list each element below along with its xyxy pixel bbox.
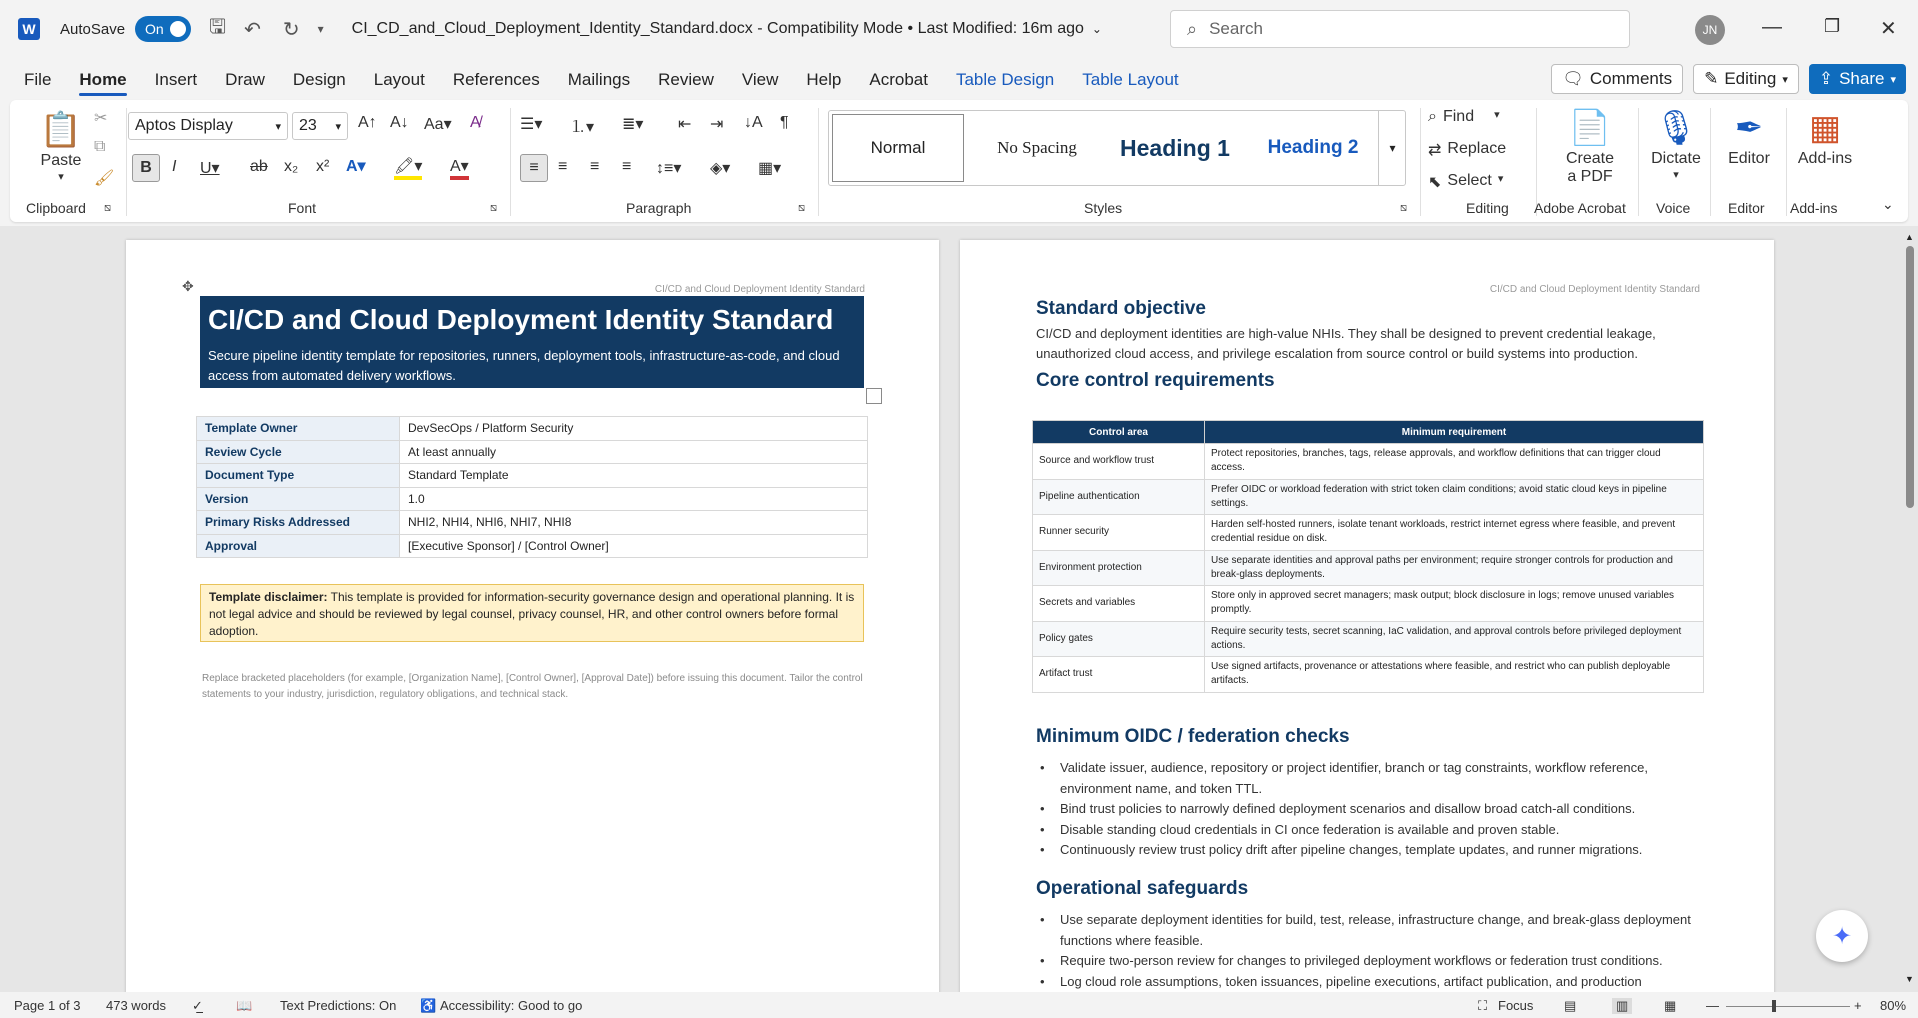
autosave-toggle[interactable]	[135, 16, 191, 42]
table-row	[197, 511, 868, 535]
word-logo-icon: W	[18, 18, 40, 40]
group-label-voice: Voice	[1656, 200, 1691, 216]
heading-core-controls: Core control requirements	[1036, 370, 1275, 391]
align-center-icon[interactable]: ≡	[558, 158, 568, 175]
replace-button[interactable]	[1428, 140, 1506, 160]
zoom-slider[interactable]	[1726, 1006, 1850, 1007]
comments-label: Comments	[1589, 69, 1673, 88]
microphone-icon: 🎙	[1654, 109, 1698, 147]
group-label-paragraph: Paragraph	[626, 200, 692, 216]
print-layout-icon[interactable]: ▥	[1612, 998, 1632, 1014]
document-title[interactable]: CI_CD_and_Cloud_Deployment_Identity_Standard.docx - Compatibility Mode • Last Modified: 16m ago	[351, 20, 1084, 37]
table-row	[197, 534, 868, 558]
redo-icon[interactable]: ↻	[282, 18, 300, 41]
style-normal[interactable]: Normal	[832, 114, 964, 182]
tab-mailings[interactable]: Mailings	[567, 70, 631, 89]
format-painter-icon[interactable]: 🖌	[94, 170, 115, 187]
heading-oidc-checks: Minimum OIDC / federation checks	[1036, 726, 1350, 747]
separator	[126, 108, 127, 216]
autosave-label: AutoSave	[60, 20, 126, 38]
control-requirement: Store only in approved secret managers; mask output; block disclosure in logs; remove unused variables promptly.	[1205, 586, 1704, 622]
meta-key: Review Cycle	[197, 440, 400, 464]
ribbon-tabs	[0, 62, 1918, 98]
search-input[interactable]	[1170, 10, 1630, 48]
borders-icon[interactable]: ▦▾	[758, 160, 782, 177]
accessibility-status[interactable]: Accessibility: Good to go	[440, 998, 583, 1013]
paste-button[interactable]	[28, 108, 94, 183]
bullets-icon[interactable]: ☰▾	[520, 116, 543, 133]
control-area: Runner security	[1033, 515, 1205, 551]
align-right-icon[interactable]: ≡	[590, 158, 600, 175]
close-icon[interactable]: ✕	[1880, 18, 1897, 40]
chevron-down-icon: ▾	[275, 120, 281, 133]
word-count[interactable]: 473 words	[106, 998, 166, 1013]
pdf-icon: 📄	[1568, 109, 1612, 147]
list-item: • Disable standing cloud credentials in CI once federation is available and proven stable.	[1036, 820, 1706, 841]
justify-icon[interactable]: ≡	[622, 158, 632, 175]
list-item: • Log cloud role assumptions, token issuances, pipeline executions, artifact publication, and production	[1036, 972, 1706, 993]
read-aloud-icon[interactable]: 📖	[236, 998, 253, 1013]
group-label-editing: Editing	[1466, 200, 1509, 216]
editor-icon: ✒	[1734, 109, 1764, 147]
title-block[interactable]	[200, 296, 864, 388]
italic-button[interactable]: I	[172, 158, 177, 175]
highlight-color-icon[interactable]: 🖍▾	[394, 156, 422, 180]
subscript-button[interactable]: x₂	[284, 158, 299, 175]
meta-value: 1.0	[400, 487, 868, 511]
strikethrough-button[interactable]: ab	[250, 158, 268, 175]
metadata-table	[196, 416, 868, 558]
replace-icon: ⇄	[1428, 142, 1442, 159]
column-header: Control area	[1033, 421, 1205, 444]
clear-formatting-icon[interactable]: A̸	[470, 114, 481, 131]
meta-key: Document Type	[197, 464, 400, 488]
web-layout-icon[interactable]: ▦	[1664, 998, 1677, 1013]
heading-standard-objective: Standard objective	[1036, 298, 1206, 319]
underline-button[interactable]: U▾	[200, 160, 220, 177]
editor-button[interactable]	[1718, 106, 1780, 168]
find-label: Find	[1442, 108, 1475, 125]
oidc-checks-list	[1036, 758, 1706, 861]
control-area: Pipeline authentication	[1033, 479, 1205, 515]
font-color-icon[interactable]: A▾	[450, 156, 469, 180]
copilot-icon[interactable]: ✦	[1816, 910, 1868, 962]
control-area: Artifact trust	[1033, 657, 1205, 693]
chevron-down-icon: ▾	[335, 120, 341, 133]
text-predictions-status[interactable]: Text Predictions: On	[280, 998, 397, 1013]
meta-key: Primary Risks Addressed	[197, 511, 400, 535]
focus-mode-label[interactable]: Focus	[1498, 998, 1534, 1013]
tab-insert[interactable]: Insert	[154, 70, 198, 89]
font-name-value: Aptos Display	[135, 117, 233, 134]
page-1	[126, 240, 939, 992]
page-count[interactable]: Page 1 of 3	[14, 998, 81, 1013]
table-row	[197, 464, 868, 488]
chevron-down-icon: ▾	[1673, 169, 1679, 181]
group-label-editor: Editor	[1728, 200, 1765, 216]
document-canvas	[0, 226, 1918, 992]
objective-paragraph: CI/CD and deployment identities are high-value NHIs. They shall be designed to prevent credential leakage, unauthorized cloud access, and privilege escalation from source control or build systems into production.	[1036, 326, 1656, 361]
disclaimer-label: Template disclaimer:	[209, 590, 328, 604]
meta-value: NHI2, NHI4, NHI6, NHI7, NHI8	[400, 511, 868, 535]
group-label-clipboard: Clipboard	[26, 200, 86, 216]
superscript-button[interactable]: x²	[316, 158, 330, 175]
meta-key: Template Owner	[197, 417, 400, 441]
tab-help[interactable]: Help	[806, 70, 842, 89]
select-button[interactable]	[1428, 172, 1503, 192]
table-row	[1033, 621, 1704, 657]
table-row	[1033, 586, 1704, 622]
table-row	[1033, 657, 1704, 693]
show-formatting-icon[interactable]: ¶	[780, 114, 789, 131]
create-pdf-button[interactable]	[1550, 106, 1630, 186]
bold-button[interactable]: B	[132, 154, 160, 182]
search-placeholder: Search	[1209, 19, 1263, 38]
list-item: • Require two-person review for changes to privileged deployment workflows or federation trust conditions.	[1036, 951, 1706, 972]
font-size-combo[interactable]	[292, 112, 348, 140]
list-item: • Validate issuer, audience, repository or project identifier, branch or tag constraints, workflow reference, environment name, and token TTL.	[1036, 758, 1706, 799]
chevron-down-icon: ▾	[58, 171, 64, 183]
comments-button[interactable]	[1551, 64, 1683, 94]
cut-icon[interactable]: ✂	[94, 110, 108, 127]
tab-draw[interactable]: Draw	[225, 70, 265, 89]
page-header: CI/CD and Cloud Deployment Identity Standard	[1489, 284, 1700, 295]
title-bar	[0, 0, 1918, 58]
tab-design[interactable]: Design	[292, 70, 346, 89]
editing-mode-button[interactable]	[1693, 64, 1799, 94]
collapse-ribbon-icon[interactable]: ⌄	[1882, 196, 1894, 212]
control-requirement: Require security tests, secret scanning, IaC validation, and approval controls before privileged deployment actions.	[1205, 621, 1704, 657]
page-2	[960, 240, 1774, 992]
share-icon: ⇪	[1818, 69, 1834, 88]
document-title-heading: CI/CD and Cloud Deployment Identity Standard	[208, 304, 834, 335]
increase-indent-icon[interactable]: ⇥	[710, 116, 724, 133]
heading-operational-safeguards: Operational safeguards	[1036, 878, 1249, 899]
separator	[818, 108, 819, 216]
chevron-down-icon[interactable]: ⌄	[1091, 22, 1102, 36]
pencil-icon: ✎	[1704, 69, 1719, 88]
control-requirement: Protect repositories, branches, tags, release approvals, and workflow definitions that can trigger cloud access.	[1205, 444, 1704, 480]
separator	[510, 108, 511, 216]
create-pdf-label: Create a PDF	[1565, 150, 1615, 185]
tab-actions	[1551, 64, 1906, 94]
separator	[1786, 108, 1787, 216]
save-icon[interactable]: 🖫	[209, 16, 227, 38]
shading-icon[interactable]: ◈▾	[710, 160, 731, 177]
group-label-styles: Styles	[1084, 200, 1123, 216]
chevron-down-icon: ▾	[1890, 73, 1896, 86]
meta-key: Version	[197, 487, 400, 511]
meta-value: DevSecOps / Platform Security	[400, 417, 868, 441]
separator	[1420, 108, 1421, 216]
search-icon: ⌕	[1187, 18, 1198, 39]
table-resize-handle[interactable]	[866, 388, 882, 404]
change-case-icon[interactable]: Aa▾	[424, 116, 452, 133]
comment-icon: 🗨	[1562, 69, 1584, 88]
zoom-slider-thumb[interactable]	[1772, 1000, 1776, 1012]
chevron-down-icon: ▾	[1497, 173, 1504, 185]
select-label: Select	[1447, 172, 1492, 189]
control-requirement: Prefer OIDC or workload federation with strict token claim conditions; avoid static cloud keys in pipeline settings.	[1205, 479, 1704, 515]
font-name-combo[interactable]	[128, 112, 288, 140]
decrease-indent-icon[interactable]: ⇤	[678, 116, 692, 133]
chevron-down-icon: ▾	[1389, 141, 1396, 155]
search-icon: ⌕	[1428, 108, 1437, 125]
editor-label: Editor	[1728, 150, 1770, 167]
undo-icon[interactable]: ↶	[244, 18, 261, 41]
customize-toolbar-icon[interactable]: ▾	[317, 22, 324, 36]
accessibility-icon: ♿	[420, 998, 437, 1013]
dictate-button[interactable]	[1646, 106, 1706, 181]
add-ins-label: Add-ins	[1797, 150, 1853, 167]
add-ins-icon: ▦	[1808, 109, 1842, 147]
editing-label: Editing	[1724, 69, 1777, 88]
tab-home[interactable]: Home	[65, 62, 140, 98]
chevron-down-icon: ▾	[1494, 109, 1500, 121]
sort-icon[interactable]: ↓A	[744, 114, 763, 131]
control-requirement: Harden self-hosted runners, isolate tenant workloads, restrict internet egress where feasible, and prevent credential residue on disk.	[1205, 515, 1704, 551]
find-button[interactable]	[1428, 108, 1500, 126]
control-requirement: Use separate identities and approval paths per environment; require stronger controls for production and break-glass deployments.	[1205, 550, 1704, 586]
status-bar	[0, 994, 1918, 1018]
replace-label: Replace	[1447, 140, 1507, 157]
dialog-launcher-icon[interactable]: ⧅	[798, 202, 805, 214]
restore-icon[interactable]: ❐	[1824, 16, 1841, 36]
list-item: • Use separate deployment identities for build, test, release, infrastructure change, and break-glass deployment functions where feasible.	[1036, 910, 1706, 951]
style-heading-2[interactable]: Heading 2	[1267, 137, 1359, 158]
list-item: • Bind trust policies to narrowly defined deployment scenarios and disallow broad catch-all conditions.	[1036, 799, 1706, 820]
style-heading-1[interactable]: Heading 1	[1120, 134, 1230, 161]
page-header: CI/CD and Cloud Deployment Identity Standard	[654, 284, 865, 295]
zoom-level[interactable]: 80%	[1880, 998, 1907, 1013]
scroll-down-icon[interactable]: ▼	[1905, 974, 1914, 984]
grow-font-icon[interactable]: A↑	[358, 114, 377, 131]
control-area: Secrets and variables	[1033, 586, 1205, 622]
paste-label: Paste	[40, 152, 82, 169]
meta-value: Standard Template	[400, 464, 868, 488]
copy-icon[interactable]: ⧉	[94, 138, 106, 155]
control-area: Policy gates	[1033, 621, 1205, 657]
add-ins-button[interactable]	[1792, 106, 1858, 168]
zoom-in-icon[interactable]: +	[1854, 998, 1862, 1013]
clipboard-icon: 📋	[39, 111, 83, 149]
control-area: Source and workflow trust	[1033, 444, 1205, 480]
dialog-launcher-icon[interactable]: ⧅	[1400, 202, 1407, 214]
separator	[1710, 108, 1711, 216]
meta-value: At least annually	[400, 440, 868, 464]
group-label-font: Font	[288, 200, 317, 216]
control-requirements-table	[1032, 420, 1704, 693]
table-row	[197, 417, 868, 441]
line-spacing-icon[interactable]: ↕≡▾	[656, 160, 682, 177]
autosave-state: On	[145, 21, 164, 37]
minimize-icon[interactable]: —	[1762, 16, 1782, 38]
disclaimer-box	[200, 584, 864, 642]
meta-key: Approval	[197, 534, 400, 558]
tab-review[interactable]: Review	[658, 70, 714, 89]
share-button[interactable]	[1809, 64, 1906, 94]
ribbon	[10, 100, 1908, 222]
vertical-scrollbar[interactable]	[1904, 232, 1916, 984]
proofing-icon[interactable]: ✓̲	[192, 998, 203, 1013]
table-row	[1033, 444, 1704, 480]
tab-table-design[interactable]: Table Design	[955, 70, 1055, 89]
chevron-down-icon: ▾	[1782, 73, 1788, 86]
table-row	[1033, 515, 1704, 551]
font-size-value: 23	[299, 117, 317, 134]
text-effects-icon[interactable]: A▾	[346, 158, 366, 175]
tab-references[interactable]: References	[452, 70, 540, 89]
shrink-font-icon[interactable]: A↓	[390, 114, 409, 131]
operational-safeguards-list	[1036, 910, 1706, 992]
dictate-label: Dictate	[1651, 150, 1701, 167]
read-mode-icon[interactable]: ▤	[1564, 998, 1577, 1013]
group-label-adobe-acrobat: Adobe Acrobat	[1534, 200, 1626, 216]
disclaimer-text: This template is provided for information-security governance design and operational planning. It is not legal advice and should be reviewed by legal counsel, privacy counsel, HR, and other control owners before formal adoption.	[209, 590, 855, 638]
tab-layout[interactable]: Layout	[373, 70, 425, 89]
align-left-button[interactable]: ≡	[520, 154, 548, 182]
list-item: • Continuously review trust policy drift after pipeline changes, template updates, and runner migrations.	[1036, 840, 1706, 861]
table-row	[197, 487, 868, 511]
table-row	[1033, 479, 1704, 515]
tab-view[interactable]: View	[741, 70, 779, 89]
focus-icon: ⛶	[1478, 998, 1488, 1013]
group-label-add-ins: Add-ins	[1790, 200, 1838, 216]
column-header: Minimum requirement	[1205, 421, 1704, 444]
meta-value: [Executive Sponsor] / [Control Owner]	[400, 534, 868, 558]
tab-file[interactable]: File	[24, 70, 52, 89]
tab-table-layout[interactable]: Table Layout	[1082, 70, 1179, 89]
document-subtitle: Secure pipeline identity template for repositories, runners, deployment tools, infrastructure-as-code, and cloud access from automated delivery workflows.	[208, 348, 840, 383]
table-header-row	[1033, 421, 1704, 444]
style-no-spacing[interactable]: No Spacing	[997, 138, 1077, 157]
control-area: Environment protection	[1033, 550, 1205, 586]
table-row	[1033, 550, 1704, 586]
numbering-icon[interactable]: ⒈▾	[570, 119, 595, 136]
share-label: Share	[1839, 69, 1885, 88]
scroll-up-icon[interactable]: ▲	[1905, 232, 1914, 242]
placeholder-note: Replace bracketed placeholders (for example, [Organization Name], [Control Owner], [Approval Date]) before issuing this document. Tailor the control statements to your industry, jurisdiction, regulatory obligations, and technical stack.	[202, 673, 863, 700]
styles-more-button[interactable]	[1378, 110, 1406, 186]
dialog-launcher-icon[interactable]: ⧅	[490, 202, 497, 214]
cursor-icon: ⬉	[1428, 174, 1442, 191]
table-move-handle-icon[interactable]: ✥	[182, 278, 194, 294]
separator	[1638, 108, 1639, 216]
avatar[interactable]: JN	[1695, 15, 1725, 45]
zoom-out-icon[interactable]: —	[1706, 998, 1719, 1013]
dialog-launcher-icon[interactable]: ⧅	[104, 202, 111, 214]
table-row	[197, 440, 868, 464]
multilevel-list-icon[interactable]: ≣▾	[622, 116, 644, 133]
scrollbar-thumb[interactable]	[1906, 246, 1914, 508]
control-requirement: Use signed artifacts, provenance or attestations where feasible, and restrict who can publish deployable artifacts.	[1205, 657, 1704, 693]
tab-acrobat[interactable]: Acrobat	[869, 70, 928, 89]
